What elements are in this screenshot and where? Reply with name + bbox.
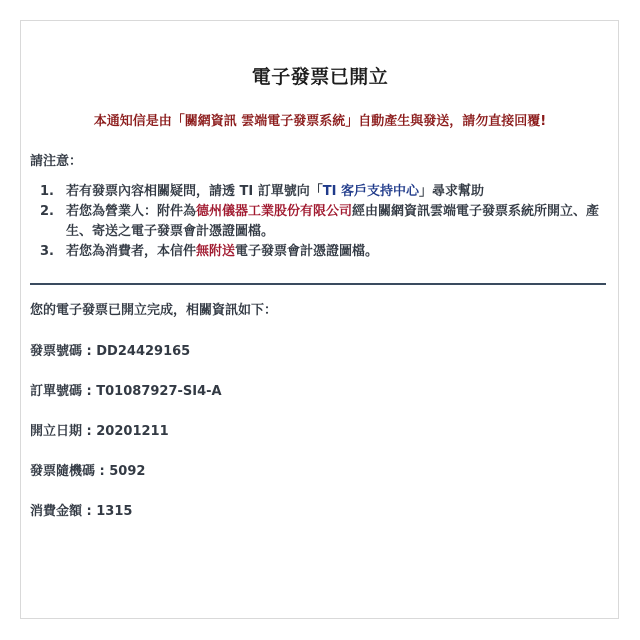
random-code-row	[30, 460, 145, 479]
order-number-row	[30, 380, 222, 399]
list-number: 1.	[40, 184, 54, 199]
random-code-value: 5092	[109, 464, 146, 479]
issue-date-label: 開立日期 :	[30, 424, 97, 439]
no-attachment-text: 無附送	[196, 244, 236, 259]
list-text: 若您為消費者，本信件	[66, 244, 197, 259]
notice-list	[30, 182, 615, 262]
divider	[30, 283, 606, 285]
list-text: 電子發票會計憑證圖檔。	[235, 244, 379, 259]
amount-label: 消費金額 :	[30, 504, 97, 519]
random-code-label: 發票隨機碼 :	[30, 464, 110, 479]
list-text: 若您為營業人：附件為	[66, 204, 197, 219]
auto-notice	[0, 110, 640, 129]
list-text: 經由關網資訊雲端電子發票系統所開立、產生、寄送之電子發票會計憑證圖檔。	[66, 204, 600, 239]
summary-text: 您的電子發票已開立完成，相關資訊如下：	[30, 303, 278, 318]
page-title: 電子發票已開立	[251, 66, 389, 88]
list-number: 3.	[40, 244, 54, 259]
attention-label: 請注意：	[30, 154, 83, 169]
notice-prefix: 本通知信是由「	[93, 114, 185, 129]
list-item	[30, 202, 615, 242]
invoice-number-value: DD24429165	[96, 344, 191, 359]
order-number-label: 訂單號碼 :	[30, 384, 97, 399]
list-number: 2.	[40, 204, 54, 219]
list-item	[30, 242, 615, 262]
issue-date-value: 20201211	[96, 424, 169, 439]
amount-value: 1315	[96, 504, 133, 519]
list-text: 」尋求幫助	[419, 184, 485, 199]
support-center-link[interactable]: TI 客戶支持中心	[322, 184, 419, 199]
invoice-number-row	[30, 340, 190, 359]
invoice-number-label: 發票號碼 :	[30, 344, 97, 359]
notice-system-name: 關網資訊 雲端電子發票系統	[184, 114, 346, 129]
list-text: 若有發票內容相關疑問，請透 TI 訂單號向「	[66, 184, 323, 199]
list-item	[30, 182, 615, 202]
issue-date-row	[30, 420, 169, 439]
notice-suffix: 」自動產生與發送，請勿直接回覆!	[345, 114, 547, 129]
amount-row	[30, 500, 132, 519]
order-number-value: T01087927-SI4-A	[96, 384, 222, 399]
company-name: 德州儀器工業股份有限公司	[196, 204, 353, 219]
